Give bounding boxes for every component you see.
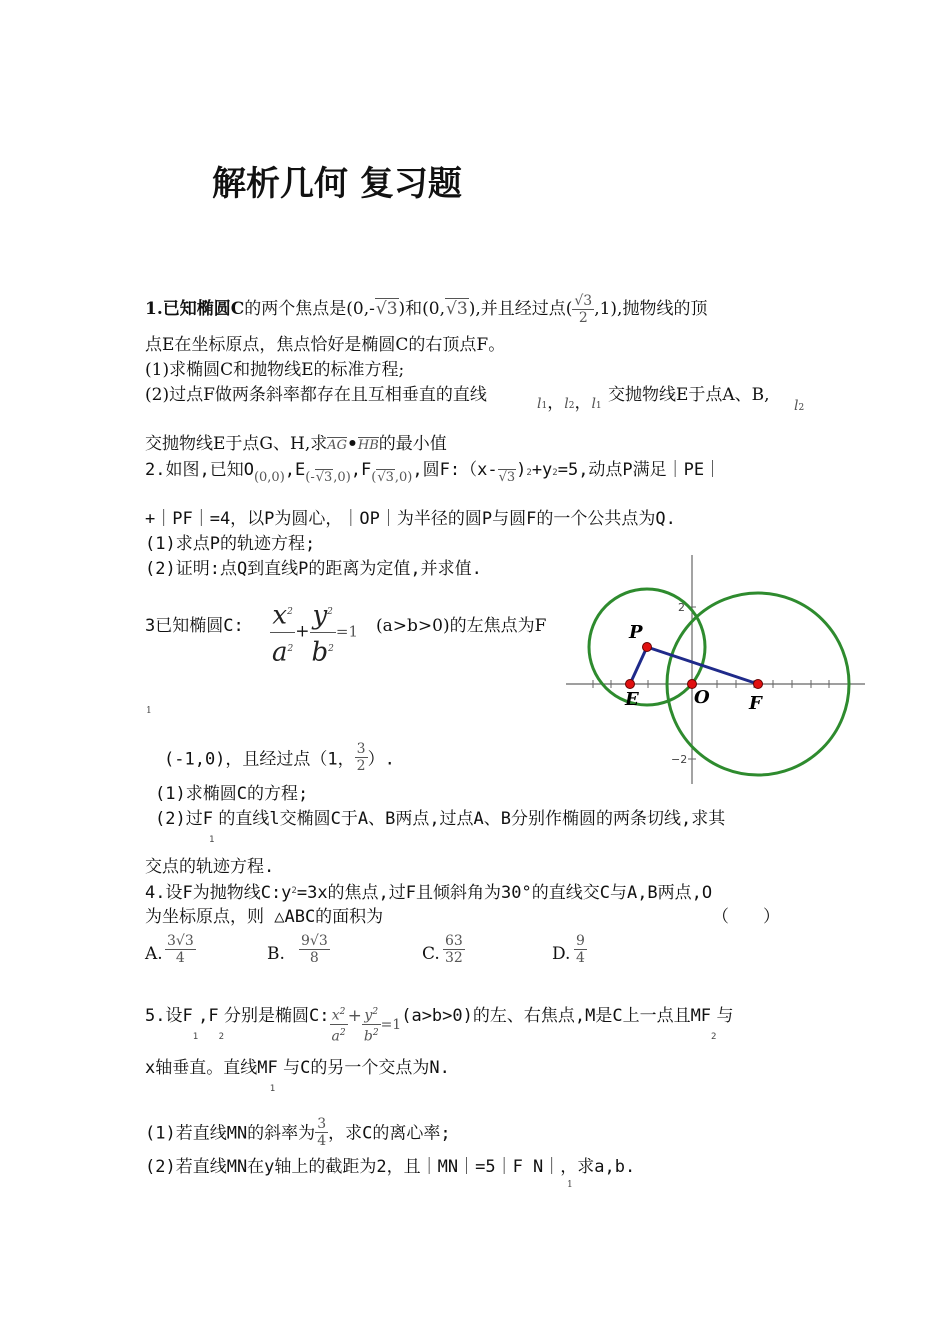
q1-part2-tail: 交抛物线E于点A、B, (608, 385, 770, 405)
point-e (626, 680, 635, 689)
label-f: F (749, 693, 762, 714)
subscript-1-fn: 1 (567, 1180, 573, 1190)
segment-pe (630, 647, 647, 684)
label-p: P (629, 622, 643, 643)
q5-part2: (2)若直线MN在y轴上的截距为2，且｜MN｜=5｜F N｜，求a,b. (145, 1157, 636, 1177)
tick-label-neg2: −2 (671, 753, 688, 766)
point-f (754, 680, 763, 689)
q1-line2: 点E在坐标原点，焦点恰好是椭圆C的右顶点F。 (145, 335, 506, 355)
line-symbols-l1-l2: l1，l2，l1 (537, 393, 602, 413)
segment-pf (647, 647, 758, 684)
q2-line2: +｜PF｜=4，以P为圆心，｜OP｜为半径的圆P与圆F的一个公共点为Q. (145, 509, 676, 529)
point-p (643, 643, 652, 652)
option-d: D. (552, 944, 571, 964)
q2-part1: (1)求点P的轨迹方程; (145, 534, 316, 554)
q5-part1: (1)若直线MN的斜率为 $\frac{3}{4}$ ，求C的离心率; (145, 1116, 451, 1149)
q3-line1-b: (a>b>0)的左焦点为F (376, 616, 547, 636)
q1-part2: (2)过点F做两条斜率都存在且互相垂直的直线 (145, 385, 487, 405)
answer-blank: （ ） (712, 907, 780, 927)
ellipse-equation-large: $\frac{x^2}{a^2}$ + $\frac{y^2}{b^2}$ =1 (270, 596, 358, 668)
q5-line2: x轴垂直。直线$MF_1$与C的另一个交点为N. (145, 1058, 450, 1094)
q3-part2: (2)过$F_1$的直线l交椭圆C于A、B两点,过点A、B分别作椭圆的两条切线,求其 (155, 809, 726, 845)
q3-part1: (1)求椭圆C的方程; (155, 784, 309, 804)
subscript-1: 1 (146, 706, 152, 716)
option-b: B. (267, 944, 285, 964)
q1-line1: 1.已知椭圆C的两个焦点是(0,-√3)和(0,√3),并且经过点( $\frac{√3}{2}$ ,1),抛物线的顶 (145, 293, 708, 326)
q2-part2: (2)证明:点Q到直线P的距离为定值,并求值. (145, 559, 482, 579)
label-e: E (625, 689, 639, 710)
frac-sqrt3-over-2: $\frac{√3}{2}$ (574, 293, 593, 326)
q1-part1: (1)求椭圆C和抛物线E的标准方程; (145, 360, 405, 380)
circle-figure (563, 552, 868, 787)
q4-line1: 4.设F为抛物线$C:y^2=3x$的焦点,过F且倾斜角为30°的直线交C与A,B两点,O (145, 883, 713, 903)
tick-label-2: 2 (678, 601, 685, 614)
q3-line5: 交点的轨迹方程. (145, 857, 275, 877)
q2-line1: 2.如图,已知$O_{(0,0)},E_{(-√3,0)},F_{(√3,0)}$,圆$F:(x-_{√3})2+y2=5$,动点P满足｜PE｜ (145, 460, 722, 485)
option-c: C. (422, 944, 440, 964)
q5-line1: 5.设$F_1,F_2$分别是椭圆C: $\frac{x^2}{a^2}$ + $\frac{y^2}{b^2}$ $_{=1}$(a>b>0)的左、右焦点,M是C上一点且$MF_2$与 (145, 996, 733, 1036)
line-symbol-l2: l2 (794, 398, 805, 414)
page-title: 解析几何 复习题 (212, 164, 462, 204)
q1-line5: 交抛物线E于点G、H,求AG•HB的最小值 (145, 434, 447, 454)
option-a: A. (145, 944, 163, 964)
q3-line1-a: 3已知椭圆C: (145, 616, 244, 636)
q4-line2: 为坐标原点，则 △ABC的面积为 (145, 907, 384, 927)
label-o: O (694, 687, 710, 708)
q3-line2: (-1,0)，且经过点（1， $\frac{3}{2}$ ）. (164, 741, 395, 774)
